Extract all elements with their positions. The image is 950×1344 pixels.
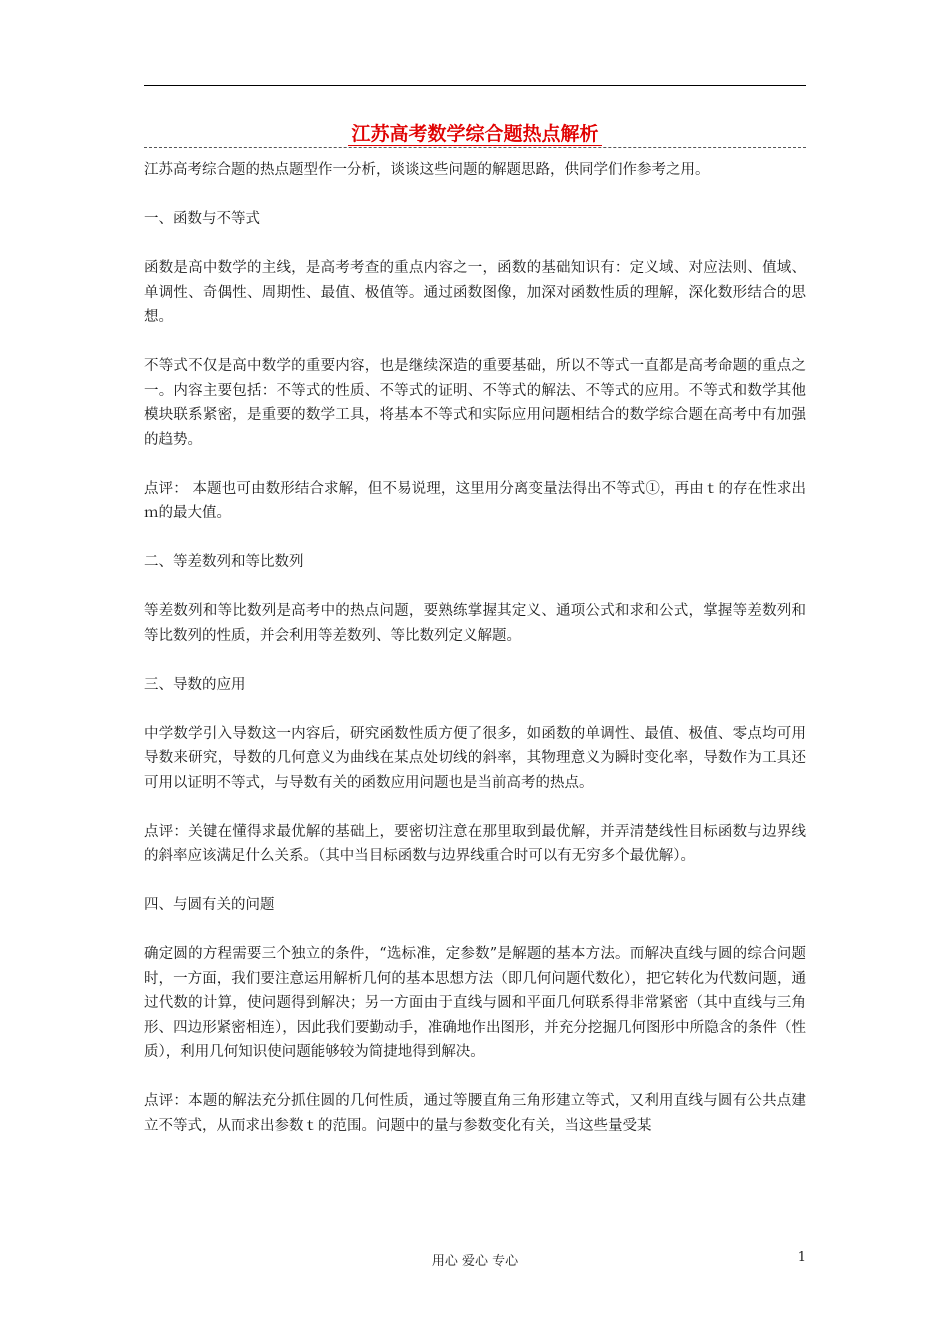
document-title bbox=[144, 120, 806, 148]
title-text: 江苏高考数学综合题热点解析 bbox=[348, 123, 601, 146]
comment-paragraph: 点评：本题的解法充分抓住圆的几何性质，通过等腰直角三角形建立等式，又利用直线与圆有公共点建立不等式，从而求出参数ｔ的范围。问题中的量与参数变化有关，当这些量受某 bbox=[144, 1093, 806, 1134]
section-heading: 一、函数与不等式 bbox=[144, 211, 260, 227]
intro-paragraph: 江苏高考综合题的热点题型作一分析，谈谈这些问题的解题思路，供同学们作参考之用。 bbox=[144, 162, 710, 178]
paragraph: 确定圆的方程需要三个独立的条件，“选标准，定参数”是解题的基本方法。而解决直线与圆的综合问题时，一方面，我们要注意运用解析几何的基本思想方法（即几何问题代数化），把它转化为代数问题，通过代数的计算，使问题得到解决；另一方面由于直线与圆和平面几何联系得非常紧密（其中直线与三角形、四边形紧密相连），因此我们要勤动手，准确地作出图形，并充分挖掘几何图形中所隐含的条件（性质），利用几何知识使问题能够较为简捷地得到解决。 bbox=[144, 946, 806, 1060]
comment-paragraph: 点评：关键在懂得求最优解的基础上，要密切注意在那里取到最优解，并弄清楚线性目标函数与边界线的斜率应该满足什么关系。（其中当目标函数与边界线重合时可以有无穷多个最优解）。 bbox=[144, 823, 806, 864]
paragraph: 函数是高中数学的主线，是高考考查的重点内容之一，函数的基础知识有：定义域、对应法则、值域、单调性、奇偶性、周期性、最值、极值等。通过函数图像，加深对函数性质的理解，深化数形结合的思想。 bbox=[144, 260, 806, 325]
page-number: 1 bbox=[797, 1250, 806, 1265]
section-heading: 三、导数的应用 bbox=[144, 676, 246, 693]
paragraph: 等差数列和等比数列是高考中的热点问题，要熟练掌握其定义、通项公式和求和公式，掌握等差数列和等比数列的性质，并会利用等差数列、等比数列定义解题。 bbox=[144, 603, 806, 644]
header-rule bbox=[144, 85, 806, 86]
title-row bbox=[144, 120, 806, 152]
document-body bbox=[144, 158, 806, 1138]
footer-motto: 用心 爱心 专心 bbox=[431, 1254, 519, 1269]
paragraph: 不等式不仅是高中数学的重要内容，也是继续深造的重要基础，所以不等式一直都是高考命题的重点之一。内容主要包括：不等式的性质、不等式的证明、不等式的解法、不等式的应用。不等式和数学其他模块联系紧密，是重要的数学工具，将基本不等式和实际应用问题相结合的数学综合题在高考中有加强的趋势。 bbox=[144, 358, 806, 448]
paragraph: 中学数学引入导数这一内容后，研究函数性质方便了很多，如函数的单调性、最值、极值、零点均可用导数来研究，导数的几何意义为曲线在某点处切线的斜率，其物理意义为瞬时变化率，导数作为工具还可用以证明不等式，与导数有关的函数应用问题也是当前高考的热点。 bbox=[144, 725, 806, 791]
section-heading: 四、与圆有关的问题 bbox=[144, 897, 275, 913]
comment-paragraph: 点评： 本题也可由数形结合求解，但不易说理，这里用分离变量法得出不等式①，再由ｔ的存在性求出ｍ的最大值。 bbox=[144, 480, 806, 521]
section-heading: 二、等差数列和等比数列 bbox=[144, 554, 304, 570]
